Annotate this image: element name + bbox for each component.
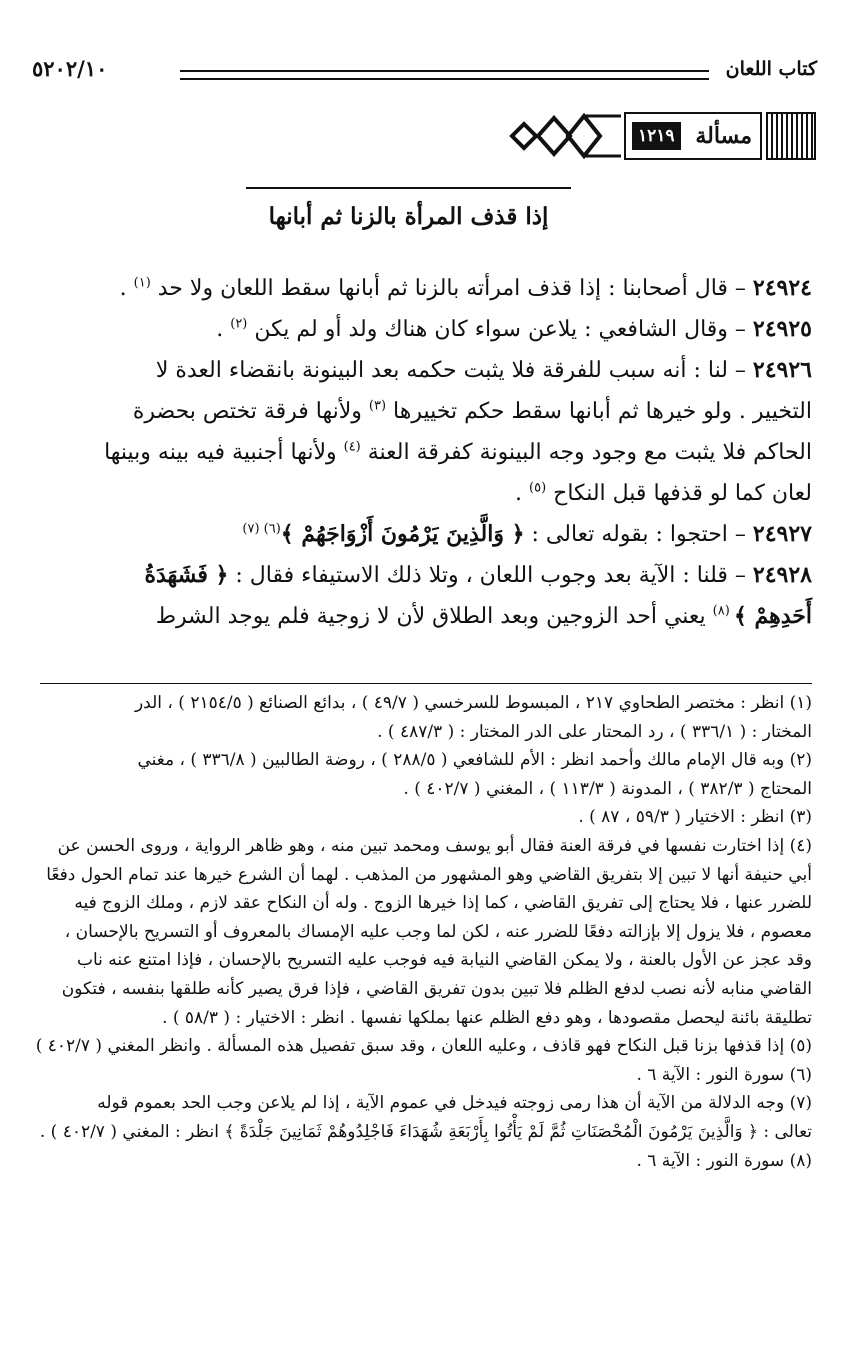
footnote-line: تعالى : ﴿ وَالَّذِينَ يَرْمُونَ الْمُحْصَنَاتِ ثُمَّ لَمْ يَأْتُوا بِأَرْبَعَةِ شُهَدَاءَ فَاجْلِدُوهُمْ ثَمَانِينَ جَلْدَةً ﴾ انظر : المغني ( ٤٠٢/٧ ) . (39, 1121, 812, 1142)
footnotes (35, 689, 812, 1175)
text-line (40, 350, 812, 391)
quran-verse: ﴿ فَشَهَدَةُ (144, 562, 229, 588)
paragraph-tail: . (119, 276, 134, 301)
paragraph-text: – احتجوا : بقوله تعالى : (524, 522, 753, 547)
footnote-line: القاضي منابه لأنه نصب لدفع الظلم فلا تبين بدون تفريق القاضي ، فإذا فرق يصير كأنه طلقها بنفسه ، فتكون (61, 978, 812, 999)
paragraph-tail: ولأنها أجنبية فيه بينه وبينها (104, 440, 344, 465)
paragraph-text: لعان كما لو قذفها قبل النكاح (546, 481, 812, 506)
footnote-ref: (٤) (343, 439, 361, 455)
paragraph-tail: . (515, 481, 529, 506)
text-line (40, 514, 812, 555)
footnote-separator (40, 683, 812, 684)
footnote-ref: (٨) (712, 603, 734, 619)
footnote-line: المختار : ( ٣٣٦/١ ) ، رد المحتار على الدر المختار : ( ٤٨٧/٣ ) . (377, 721, 812, 742)
quran-verse: أَحَدِهِمْ ﴾ (733, 603, 812, 629)
footnote-line: (١) انظر : مختصر الطحاوي ٢١٧ ، المبسوط للسرخسي ( ٤٩/٧ ) ، بدائع الصنائع ( ٢١٥٤/٥ ) ، الدر (134, 693, 812, 713)
section-title-frame (246, 187, 571, 239)
masala-banner (506, 112, 816, 160)
quran-verse: ﴿ وَالَّذِينَ يَرْمُونَ أَزْوَاجَهُمْ ﴾ (280, 521, 525, 547)
paragraph-tail: يعني أحد الزوجين وبعد الطلاق لأن لا زوجية فلم يوجد الشرط (155, 604, 713, 629)
paragraph-text: – لنا : أنه سبب للفرقة فلا يثبت حكمه بعد البينونة بانقضاء العدة لا (155, 358, 753, 383)
masala-label: مسألة (695, 123, 752, 149)
running-header (32, 58, 817, 86)
paragraph-number: ٢٤٩٢٦ (752, 357, 812, 383)
text-line (40, 473, 812, 514)
footnote-line: وقد عجز عن الأول بالعنة ، ولا يمكن القاضي النيابة فيه فوجب عليه التسريح بالإحسان ، فإذا امتنع عنه ناب (76, 950, 812, 971)
masala-number: ١٢١٩ (632, 122, 681, 150)
footnote-line: معصوم ، فلا يزول إلا بإزالته دفعًا للضرر عنه ، لكن لما وجب عليه الإمساك بالمعروف أو التسريح بالإحسان ، (64, 921, 812, 942)
paragraph-number: ٢٤٩٢٧ (752, 521, 812, 547)
footnote-ref: (٢) (230, 316, 248, 332)
paragraph-number: ٢٤٩٢٤ (752, 275, 812, 301)
paragraph-number: ٢٤٩٢٨ (752, 562, 812, 588)
footnote-line: (٤) إذا اختارت نفسها في فرقة العنة فقال أبو يوسف ومحمد تبين منه ، وهو ظاهر الرواية ، وروى الحسن عن (57, 835, 812, 856)
text-line (40, 596, 812, 637)
footnote-ref: (٦) (٧) (242, 521, 281, 537)
footnote-line: المحتاج ( ٣٨٢/٣ ) ، المدونة ( ١١٣/٣ ) ، المغني ( ٤٠٢/٧ ) . (403, 778, 812, 799)
paragraph-text: الحاكم فلا يثبت مع وجود وجه البينونة كفرقة العنة (360, 440, 812, 465)
text-line (40, 555, 812, 596)
masala-label-box (624, 112, 762, 160)
footnote-line: أبي حنيفة أنها لا تبين إلا بتفريق القاضي وهو المشهور من المذهب . لهما أن الشرع خيرها عند تمام الحول دفعًا (46, 864, 812, 885)
section-title: إذا قذف المرأة بالزنا ثم أبانها (268, 203, 549, 230)
footnote-line: (٦) سورة النور : الآية ٦ . (636, 1064, 812, 1085)
footnote-line: (٥) إذا قذفها بزنا قبل النكاح فهو قاذف ، وعليه اللعان ، وقد سبق تفصيل هذه المسألة . وانظر المغني ( ٤٠٢/٧ ) (35, 1036, 812, 1057)
paragraph-number: ٢٤٩٢٥ (752, 316, 812, 342)
header-rule (180, 70, 709, 80)
paragraph-text: – قال أصحابنا : إذا قذف امرأته بالزنا ثم أبانها سقط اللعان ولا حد (150, 276, 753, 301)
paragraph-text: – وقال الشافعي : يلاعن سواء كان هناك ولد أو لم يكن (247, 317, 753, 342)
text-line (40, 268, 812, 309)
footnote-ref: (٣) (368, 398, 387, 414)
paragraph-text: التخيير . ولو خيرها ثم أبانها سقط حكم تخييرها (386, 399, 812, 424)
text-line (40, 432, 812, 473)
footnote-line: (٧) وجه الدلالة من الآية أن هذا رمى زوجته فيدخل في عموم الآية ، إذا لم يلاعن وجب الحد بعموم قوله (97, 1093, 812, 1114)
footnote-line: (٢) وبه قال الإمام مالك وأحمد انظر : الأم للشافعي ( ٢٨٨/٥ ) ، روضة الطالبين ( ٣٣٦/٨ ) ، مغني (137, 750, 812, 771)
paragraph-text: – قلنا : الآية بعد وجوب اللعان ، وتلا ذلك الاستيفاء فقال : (228, 563, 753, 588)
footnote-line: للضرر عنها ، فلا يحتاج إلى تفريق القاضي ، كما إذا خيرها الزوج . وله أن النكاح عقد لازم ، وملك الزوج فيه (74, 893, 812, 914)
footnote-line: (٨) سورة النور : الآية ٦ . (636, 1150, 812, 1171)
paragraph-tail: . (216, 317, 231, 342)
text-line (40, 309, 812, 350)
paragraph-tail: ولأنها فرقة تختص بحضرة (132, 399, 369, 424)
footnote-line: (٣) انظر : الاختيار ( ٥٩/٣ ، ٨٧ ) . (578, 807, 812, 828)
book-title: كتاب اللعان (725, 58, 817, 80)
footnote-ref: (٥) (529, 480, 547, 496)
text-line (40, 391, 812, 432)
page-number: ٥٢٠٢/١٠ (32, 56, 108, 81)
footnote-ref: (١) (133, 275, 151, 291)
footnote-line: تطليقة بائنة ليحصل مقصودها ، وهو دفع الظلم عنها بملكها نفسها . انظر : الاختيار : ( ٥٨/٣ ) . (162, 1007, 812, 1028)
banner-stripes-ornament (766, 112, 816, 160)
banner-knot-ornament (506, 112, 621, 160)
main-text (40, 268, 812, 637)
